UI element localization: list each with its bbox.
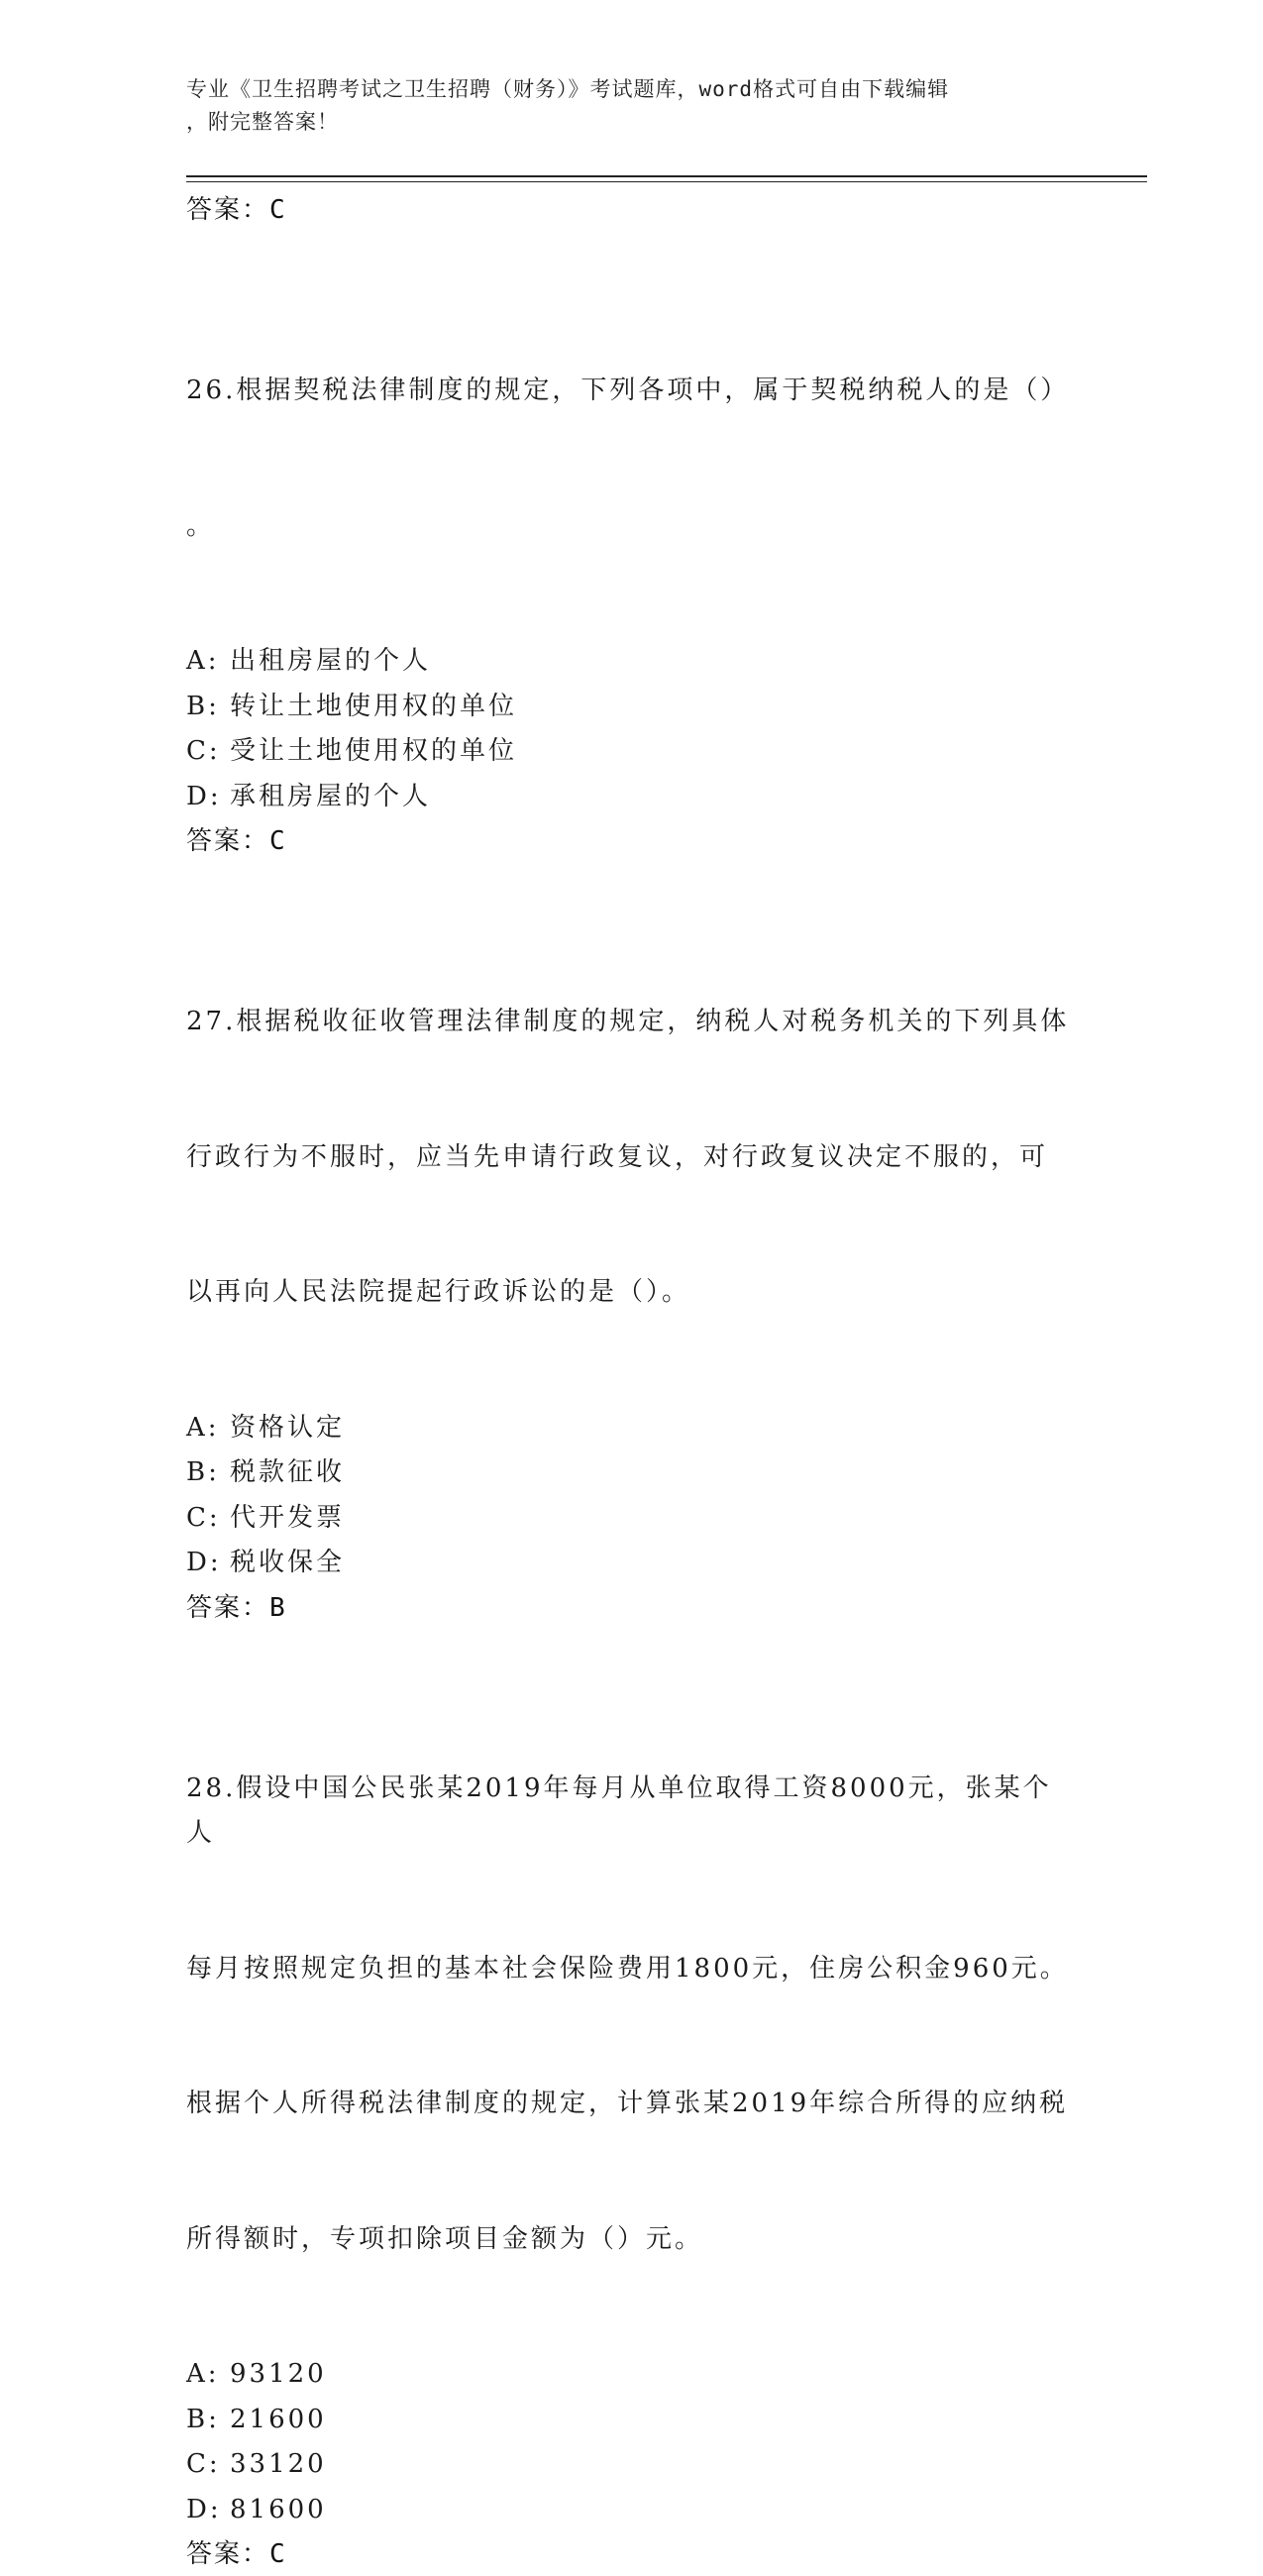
question-text-line: 所得额时，专项扣除项目金额为（）元。 [186, 2217, 1078, 2263]
option-key: B: [186, 2398, 230, 2443]
option-text: 转让土地使用权的单位 [230, 692, 517, 721]
option-text: 受让土地使用权的单位 [230, 736, 517, 766]
option-a [186, 639, 1078, 685]
header-divider-thick [186, 175, 1147, 177]
option-text: 81600 [230, 2495, 327, 2524]
option-text: 33120 [230, 2449, 327, 2479]
option-key: B: [186, 685, 230, 730]
answer-line [186, 1586, 1078, 1630]
question-text-line: 。 [186, 504, 1078, 550]
option-c [186, 729, 1078, 775]
option-text: 93120 [230, 2359, 327, 2389]
option-key: D: [186, 2488, 230, 2533]
question-text-line: 28.假设中国公民张某2019年每月从单位取得工资8000元，张某个人 [186, 1767, 1078, 1857]
option-text: 承租房屋的个人 [230, 782, 431, 811]
question-text-line: 行政行为不服时，应当先申请行政复议，对行政复议决定不服的，可 [186, 1135, 1078, 1181]
answer-value: C [269, 2539, 287, 2569]
answer-value: C [269, 195, 287, 225]
option-key: C: [186, 1496, 230, 1542]
answer-label: 答案： [186, 195, 269, 225]
question-text-line: 27.根据税收征收管理法律制度的规定，纳税人对税务机关的下列具体 [186, 1000, 1078, 1045]
question-26 [186, 278, 1078, 863]
option-key: D: [186, 775, 230, 820]
header-line-2: ，附完整答案！ [186, 106, 1058, 139]
option-key: D: [186, 1541, 230, 1586]
option-key: C: [186, 2442, 230, 2488]
answer-line [186, 2532, 1078, 2576]
question-text [186, 910, 1078, 1406]
option-key: A: [186, 639, 230, 685]
option-text: 税收保全 [230, 1548, 345, 1577]
option-key: C: [186, 729, 230, 775]
option-b [186, 2398, 1078, 2443]
question-list [186, 188, 1078, 2576]
option-key: A: [186, 1406, 230, 1451]
document-header [186, 73, 1058, 139]
option-a [186, 2352, 1078, 2398]
option-b [186, 685, 1078, 730]
answer-value: C [269, 826, 287, 856]
question-text-line: 以再向人民法院提起行政诉讼的是（）。 [186, 1270, 1078, 1316]
question-text-line: 根据个人所得税法律制度的规定，计算张某2019年综合所得的应纳税 [186, 2082, 1078, 2127]
option-text: 代开发票 [230, 1503, 345, 1533]
option-d [186, 775, 1078, 820]
answer-line [186, 819, 1078, 863]
question-text-line: 26.根据契税法律制度的规定，下列各项中，属于契税纳税人的是（） [186, 369, 1078, 414]
option-text: 资格认定 [230, 1413, 345, 1443]
option-d [186, 1541, 1078, 1586]
answer-value: B [269, 1593, 287, 1623]
option-d [186, 2488, 1078, 2533]
option-key: B: [186, 1450, 230, 1496]
question-text [186, 278, 1078, 639]
question-text-line: 每月按照规定负担的基本社会保险费用1800元，住房公积金960元。 [186, 1947, 1078, 1992]
question-text [186, 1676, 1078, 2353]
answer-label: 答案： [186, 1593, 269, 1623]
header-line-1: 专业《卫生招聘考试之卫生招聘（财务）》考试题库，word格式可自由下载编辑 [186, 73, 1058, 106]
option-c [186, 1496, 1078, 1542]
answer-label: 答案： [186, 826, 269, 856]
option-b [186, 1450, 1078, 1496]
option-key: A: [186, 2352, 230, 2398]
option-c [186, 2442, 1078, 2488]
answer-line [186, 188, 1078, 232]
answer-label: 答案： [186, 2539, 269, 2569]
header-divider-thin [186, 181, 1147, 182]
option-text: 出租房屋的个人 [230, 646, 431, 676]
question-28 [186, 1676, 1078, 2576]
question-27 [186, 910, 1078, 1630]
option-text: 税款征收 [230, 1457, 345, 1487]
option-a [186, 1406, 1078, 1451]
option-text: 21600 [230, 2405, 327, 2434]
